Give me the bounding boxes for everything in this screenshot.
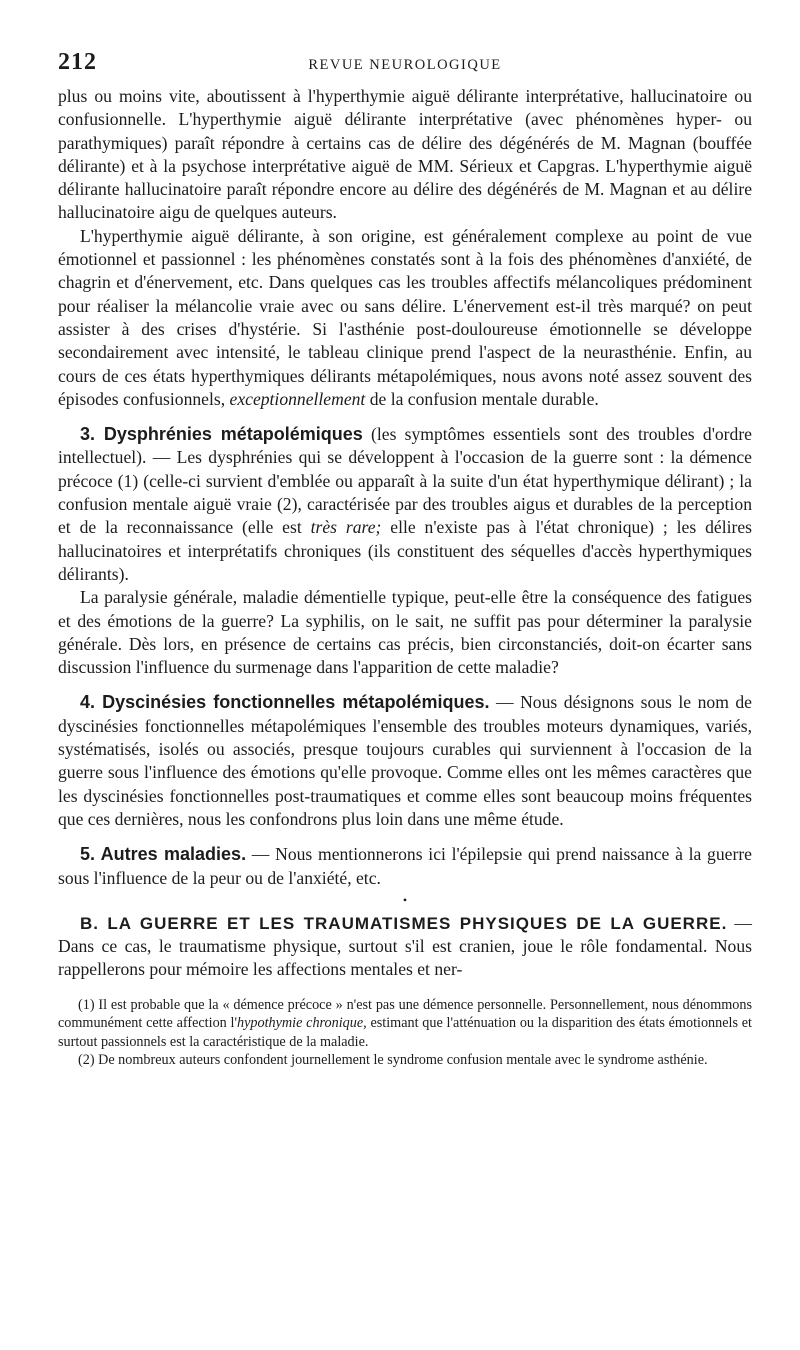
section-dyscinesies	[58, 691, 752, 831]
paragraph-paralysie: La paralysie générale, maladie démentielle typique, peut-elle être la conséquence des fatigues et des émotions de la guerre? La syphilis, on le sait, ne suffit pas pour déterminer la paralysie générale. Dès lors, en présence de certains cas précis, bien circonstanciés, doit-on écarter sans discussion l'influence du surmenage dans l'apparition de cette maladie?	[58, 587, 752, 678]
emphasis-text: très rare;	[310, 517, 382, 538]
section-text: — Dans ce cas, le traumatisme physique, surtout s'il est cranien, joue le rôle fondamental. Nous rappellerons pour mémoire les affections mentales et ner-	[58, 912, 753, 980]
paragraph-continuation: plus ou moins vite, aboutissent à l'hyperthymie aiguë délirante interprétative, hallucinatoire ou confusionnelle. L'hyperthymie aiguë délirante interprétative (avec phénomènes hyper- ou parathymiques) paraît répondre à certains cas de délire des dégénérés de M. Magnan (bouffée délirante) et à la psychose interprétative aiguë de MM. Sérieux et Capgras. L'hyperthymie aiguë délirante hallucinatoire paraît répondre encore au délire des dégénérés de M. Magnan et au délire hallucinatoire aigu de quelques auteurs.	[58, 86, 752, 223]
section-title: B. LA GUERRE ET LES TRAUMATISMES PHYSIQUES DE LA GUERRE.	[80, 913, 728, 933]
section-text: — Nous mentionnerons ici l'épilepsie qui prend naissance à la guerre sous l'influence de la peur ou de l'anxiété, etc.	[58, 844, 752, 888]
paragraph-text: de la confusion mentale durable.	[365, 388, 599, 409]
section-guerre-traumatismes	[58, 912, 752, 982]
paragraph-text: L'hyperthymie aiguë délirante, à son origine, est généralement complexe au point de vue émotionnel et passionnel : les phénomènes constatés sont à la fois des phénomènes d'anxiété, de chagrin et d'énervement, etc. Dans quelques cas les troubles affectifs mélancoliques prédominent pour réaliser la mélancolie vraie avec ou sans délire. L'énervement est-il très marqué? on peut assister à des crises d'hystérie. Si l'asthénie post-douloureuse émotionnelle se développe secondairement avec intensité, le tableau clinique prend l'aspect de la neurasthénie. Enfin, au cours de ces états hyperthymiques délirants métapolémiques, nous avons noté assez souvent des épisodes confusionnels,	[58, 225, 752, 409]
separator-dot: •	[402, 892, 408, 907]
emphasis-text: hypothymie chronique,	[237, 1015, 367, 1032]
page-number: 212	[58, 49, 97, 75]
paragraph-hyperthymie	[58, 225, 752, 411]
footnote-text: estimant que l'atténuation ou la disparition des états émotionnels et surtout passionnels est la caractéristique de la maladie.	[58, 1015, 752, 1050]
section-text: (les symptômes essentiels sont des troubles d'ordre intellectuel). — Les dysphrénies qui se développent à l'occasion de la guerre sont : la démence précoce (1) (celle-ci survient d'emblée ou apparaît à la suite d'un état hyperthymique délirant) ; la confusion mentale aiguë vraie (2), caractérisée par des troubles aigus et durables de la perception et de la reconnaissance (elle est	[58, 424, 752, 538]
section-dysphrenies	[58, 423, 752, 586]
section-title: 3. Dysphrénies métapolémiques	[80, 424, 363, 445]
emphasis-text: exceptionnellement	[229, 388, 366, 409]
body-text	[58, 85, 752, 982]
footnote-text: (1) Il est probable que la « démence précoce » n'est pas une démence personnelle. Personnellement, nous dénommons communément cette affection l'	[58, 996, 752, 1032]
section-text: — Nous désignons sous le nom de dyscinésies fonctionnelles métapolémiques l'ensemble des troubles moteurs dynamiques, variés, systématisés, isolés ou associés, presque toujours curables qui surviennent à l'occasion de la guerre sous l'influence des émotions qu'elle provoque. Comme elles ont les mêmes caractères que les dyscinésies fonctionnelles post-traumatiques et comme elles sont beaucoup moins fréquentes que ces dernières, nous les confondrons plus loin dans une même étude.	[58, 692, 752, 829]
footnotes	[58, 996, 752, 1070]
section-title: 5. Autres maladies.	[80, 844, 247, 865]
section-autres-maladies	[58, 843, 752, 890]
running-head: REVUE NEUROLOGIQUE	[308, 57, 502, 73]
section-text: elle n'existe pas à l'état chronique) ; les délires hallucinatoires et interprétatifs chroniques (ils constituent des séquelles d'accès hyperthymiques délirants).	[58, 517, 752, 584]
page-header	[58, 45, 752, 85]
footnote-1	[58, 996, 752, 1052]
footnote-2: (2) De nombreux auteurs confondent journellement le syndrome confusion mentale avec le syndrome asthénie.	[78, 1052, 708, 1069]
section-title: 4. Dyscinésies fonctionnelles métapolémiques.	[80, 692, 490, 713]
